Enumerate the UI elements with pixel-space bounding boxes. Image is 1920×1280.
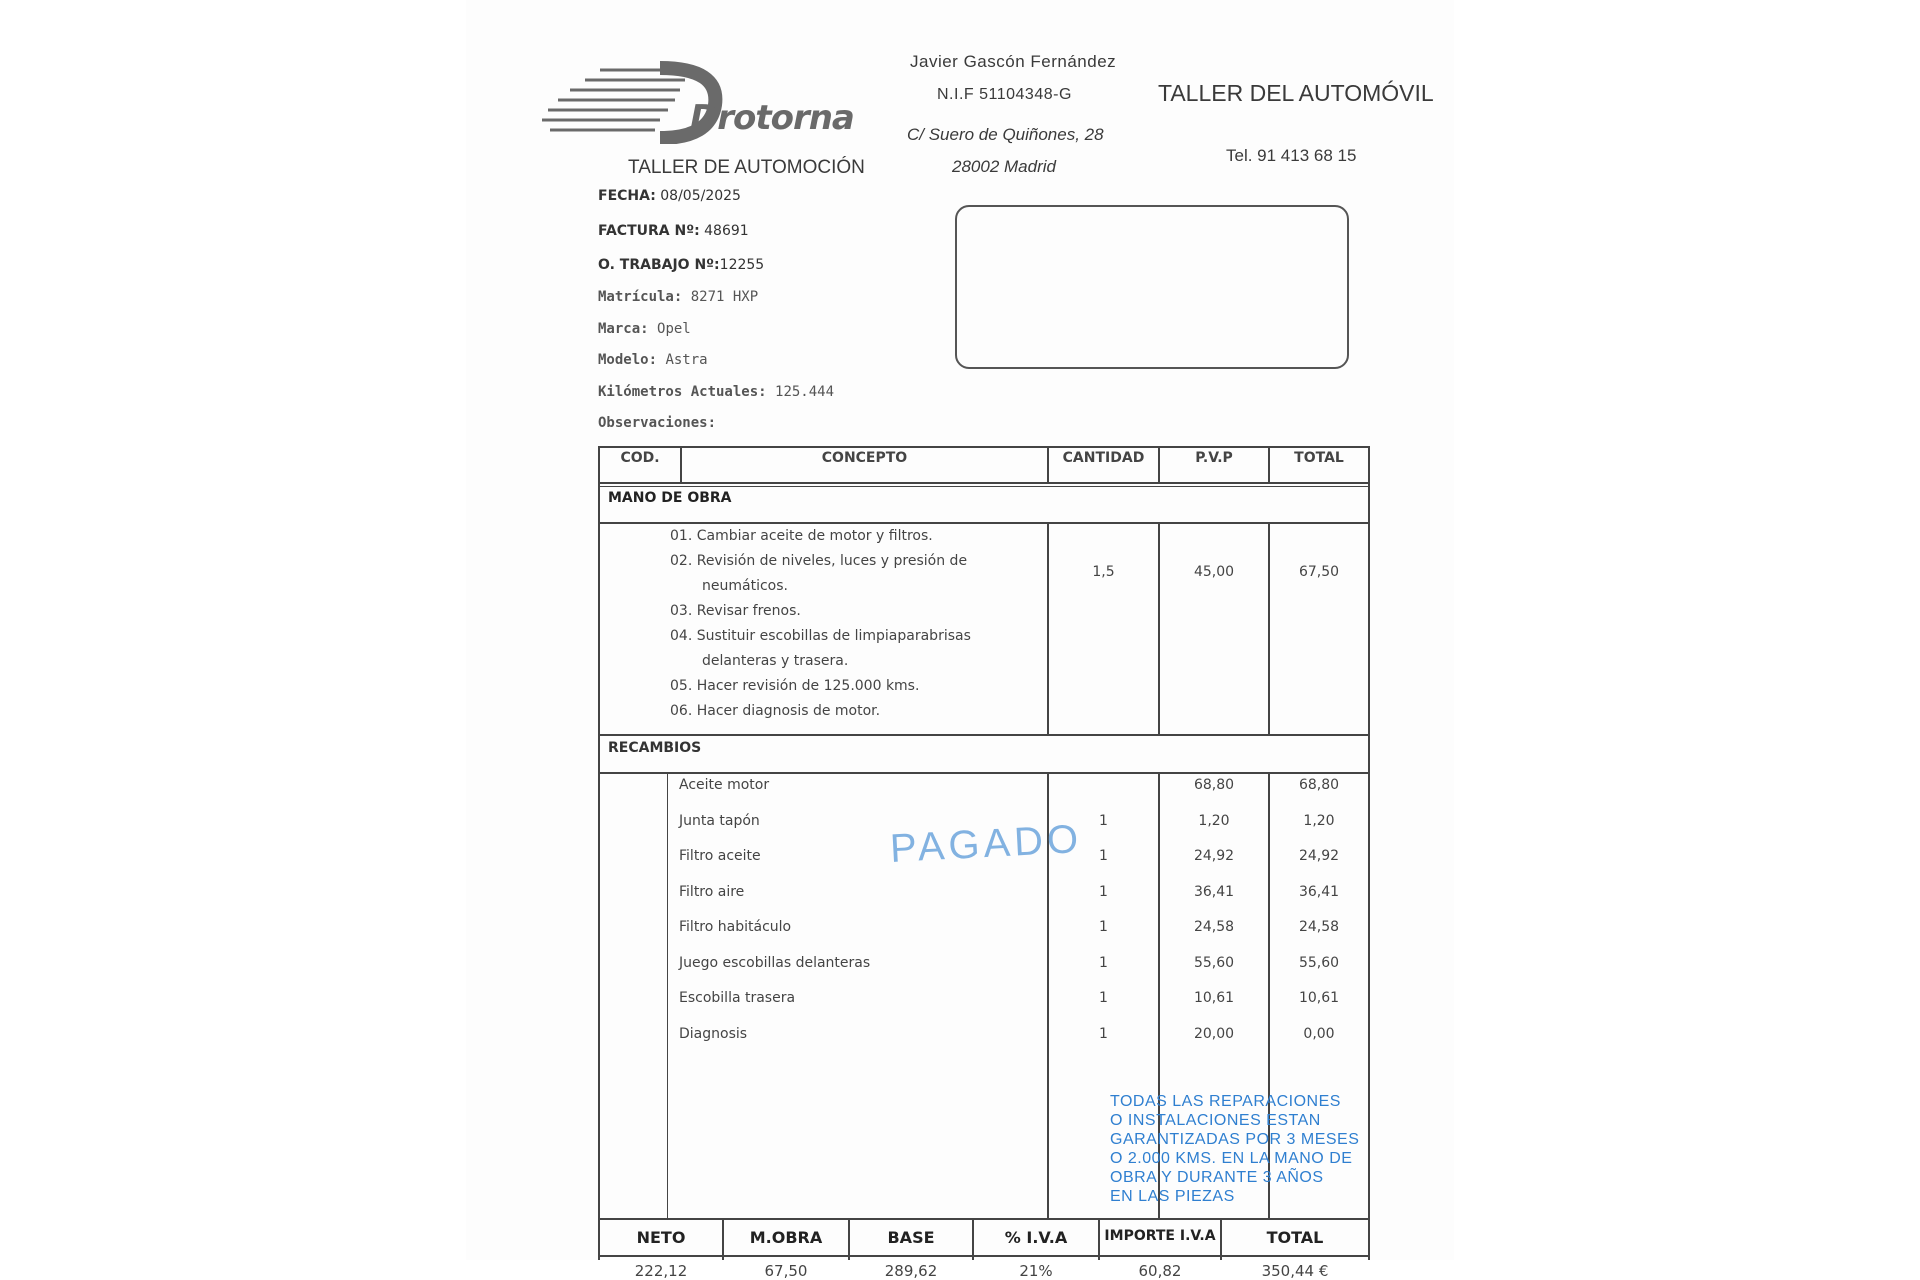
guarantee-line: TODAS LAS REPARACIONES xyxy=(1110,1093,1341,1110)
labor-line: 04. Sustituir escobillas de limpiaparabrisas xyxy=(670,628,971,644)
labor-cantidad: 1,5 xyxy=(1092,564,1115,580)
table-right-border xyxy=(1368,446,1370,1260)
part-pvp: 24,92 xyxy=(1193,848,1235,864)
part-pvp: 36,41 xyxy=(1193,883,1235,900)
labor-total: 67,50 xyxy=(1298,564,1340,580)
guarantee-line: O INSTALACIONES ESTAN xyxy=(1110,1112,1321,1129)
labor-title-bottom xyxy=(598,522,1370,524)
part-total: 1,20 xyxy=(1303,812,1335,829)
km-row: Kilómetros Actuales: 125.444 xyxy=(598,384,835,400)
part-cantidad: 1 xyxy=(1099,883,1108,900)
guarantee-line: EN LAS PIEZAS xyxy=(1110,1188,1235,1205)
labor-line: neumáticos. xyxy=(702,578,788,594)
header-cod: COD. xyxy=(620,450,660,466)
table-top-border xyxy=(598,446,1370,448)
part-cantidad: 1 xyxy=(1099,1025,1108,1042)
totals-value-cell: 21% xyxy=(1019,1262,1053,1280)
factura-row: FACTURA Nº: 48691 xyxy=(598,223,749,239)
guarantee-line: OBRA Y DURANTE 3 AÑOS xyxy=(1110,1169,1324,1186)
part-total: 24,58 xyxy=(1298,919,1340,935)
part-total: 55,60 xyxy=(1298,954,1340,971)
table-header-bottom-2 xyxy=(598,486,1370,487)
business-phone: Tel. 91 413 68 15 xyxy=(1226,146,1357,165)
parts-title: RECAMBIOS xyxy=(608,740,702,756)
cantidad-col-divider-labor xyxy=(1047,524,1049,736)
labor-line: 03. Revisar frenos. xyxy=(670,603,801,619)
customer-address-box xyxy=(955,205,1349,369)
labor-pvp: 45,00 xyxy=(1193,564,1235,580)
part-pvp: 10,61 xyxy=(1193,990,1235,1006)
part-pvp: 1,20 xyxy=(1198,812,1230,829)
header-cantidad: CANTIDAD xyxy=(1062,450,1145,466)
header-pvp: P.V.P xyxy=(1195,450,1233,466)
table-header-bottom xyxy=(598,482,1370,484)
part-cantidad: 1 xyxy=(1099,954,1108,971)
totals-value-cell: 289,62 xyxy=(884,1262,938,1280)
owner-name: Javier Gascón Fernández xyxy=(910,52,1117,71)
fecha-row: FECHA: 08/05/2025 xyxy=(598,188,741,204)
totals-header-cell: TOTAL xyxy=(1266,1228,1324,1247)
part-total: 68,80 xyxy=(1298,777,1340,793)
header-total: TOTAL xyxy=(1294,450,1344,466)
part-concepto: Filtro habitáculo xyxy=(679,919,792,935)
parts-title-bottom xyxy=(598,772,1370,774)
part-cantidad: 1 xyxy=(1099,919,1108,935)
part-cantidad: 1 xyxy=(1099,990,1108,1006)
part-total: 10,61 xyxy=(1298,990,1340,1006)
totals-value-cell: 67,50 xyxy=(764,1262,808,1280)
guarantee-stamp xyxy=(1110,1092,1359,1206)
marca-row: Marca: Opel xyxy=(598,321,691,337)
labor-line: 02. Revisión de niveles, luces y presión de xyxy=(670,553,968,569)
paid-stamp: PAGADO xyxy=(888,817,1084,871)
observaciones-row: Observaciones: xyxy=(598,415,717,431)
part-concepto: Juego escobillas delanteras xyxy=(679,954,871,971)
cod-col-divider-parts xyxy=(667,774,668,1218)
totals-header-cell: BASE xyxy=(887,1228,935,1247)
part-concepto: Diagnosis xyxy=(679,1025,748,1042)
guarantee-line: O 2.000 KMS. EN LA MANO DE xyxy=(1110,1150,1353,1167)
part-pvp: 68,80 xyxy=(1193,777,1235,793)
modelo-row: Modelo: Astra xyxy=(598,352,708,368)
trabajo-row: O. TRABAJO Nº:12255 xyxy=(598,257,765,273)
owner-city: 28002 Madrid xyxy=(952,157,1056,176)
labor-line: 01. Cambiar aceite de motor y filtros. xyxy=(670,528,933,544)
totals-value-cell: 350,44 € xyxy=(1261,1262,1329,1280)
part-cantidad: 1 xyxy=(1099,812,1108,829)
part-concepto: Filtro aceite xyxy=(679,848,761,864)
pvp-col-divider-labor xyxy=(1158,524,1160,736)
workshop-subtitle: TALLER DE AUTOMOCIÓN xyxy=(628,157,865,178)
table-left-border xyxy=(598,446,600,1260)
totals-header-cell: % I.V.A xyxy=(1004,1228,1068,1247)
labor-title: MANO DE OBRA xyxy=(608,490,732,506)
totals-header-cell: M.OBRA xyxy=(749,1228,823,1247)
labor-section-bottom xyxy=(598,734,1370,736)
header-concepto: CONCEPTO xyxy=(821,450,908,466)
owner-street: C/ Suero de Quiñones, 28 xyxy=(907,125,1104,144)
part-pvp: 20,00 xyxy=(1193,1025,1235,1042)
totals-value-cell: 60,82 xyxy=(1138,1262,1182,1280)
guarantee-line: GARANTIZADAS POR 3 MESES xyxy=(1110,1131,1360,1148)
matricula-row: Matrícula: 8271 HXP xyxy=(598,289,759,305)
logo-wordmark: Drotorna xyxy=(690,98,854,138)
totals-header-cell: IMPORTE I.V.A xyxy=(1104,1228,1216,1244)
part-cantidad: 1 xyxy=(1099,848,1108,864)
part-pvp: 24,58 xyxy=(1193,919,1235,935)
part-pvp: 55,60 xyxy=(1193,954,1235,971)
totals-value-cell: 222,12 xyxy=(634,1262,688,1280)
owner-nif: N.I.F 51104348-G xyxy=(937,86,1072,103)
totals-header-bottom xyxy=(598,1255,1370,1257)
part-total: 24,92 xyxy=(1298,848,1340,864)
labor-line: 06. Hacer diagnosis de motor. xyxy=(670,703,881,719)
part-total: 0,00 xyxy=(1303,1025,1335,1042)
labor-line: delanteras y trasera. xyxy=(702,653,849,669)
part-concepto: Aceite motor xyxy=(679,777,770,793)
totals-header-top xyxy=(598,1218,1370,1220)
total-col-divider-labor xyxy=(1268,524,1270,736)
labor-line: 05. Hacer revisión de 125.000 kms. xyxy=(670,678,920,694)
part-total: 36,41 xyxy=(1298,883,1340,900)
totals-header-cell: NETO xyxy=(636,1228,686,1247)
part-concepto: Escobilla trasera xyxy=(679,990,796,1006)
business-name: TALLER DEL AUTOMÓVIL xyxy=(1158,80,1434,106)
part-concepto: Junta tapón xyxy=(679,812,760,829)
part-concepto: Filtro aire xyxy=(679,883,745,900)
